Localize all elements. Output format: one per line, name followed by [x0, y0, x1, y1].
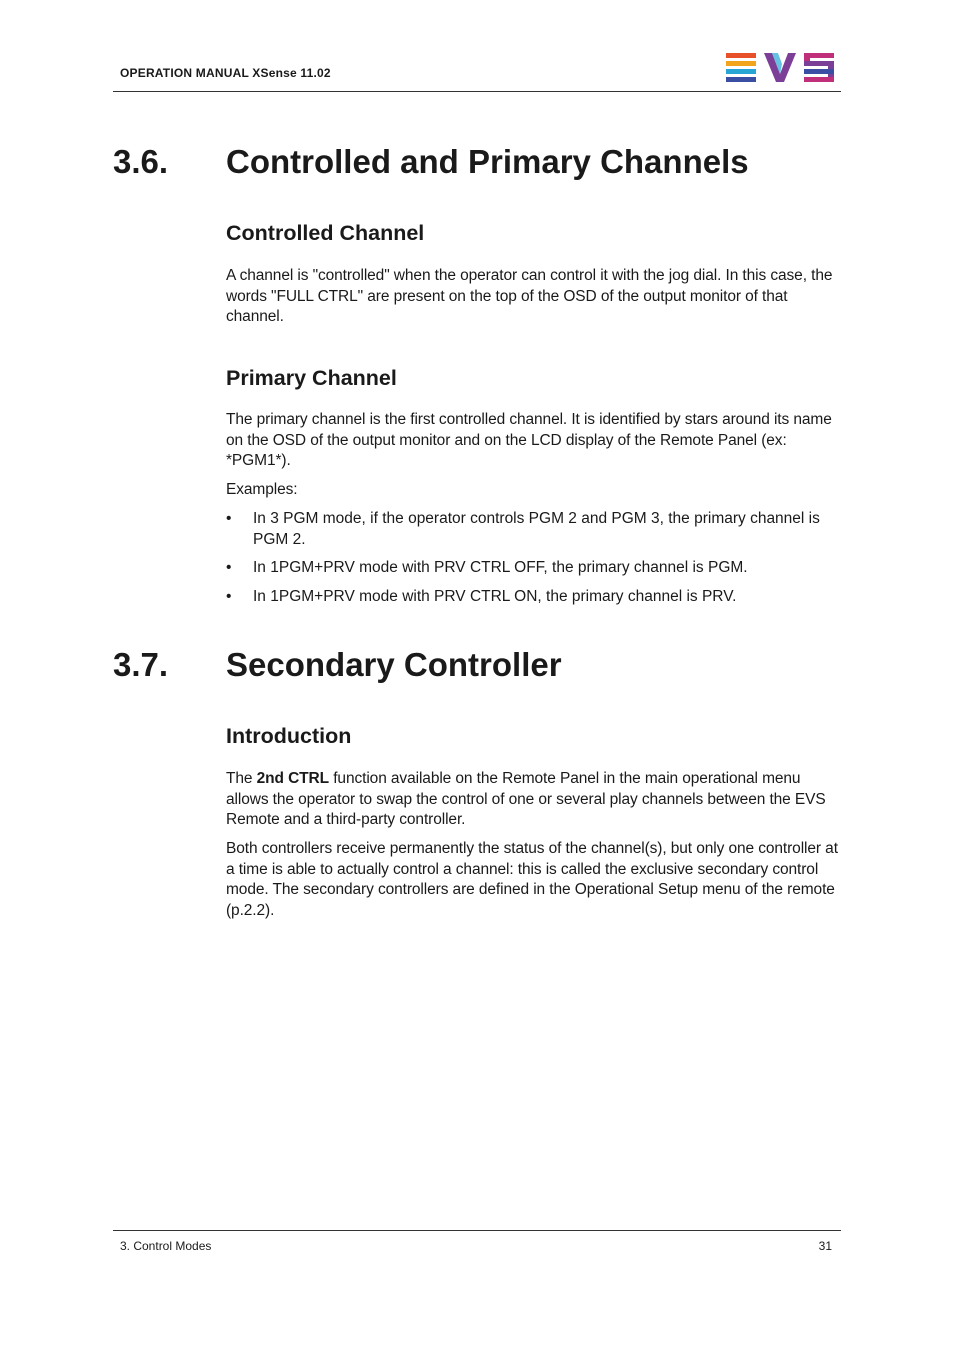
list-item-text: In 1PGM+PRV mode with PRV CTRL OFF, the primary channel is PGM. [253, 559, 748, 576]
primary-channel-text: The primary channel is the first controlled channel. It is identified by stars around its name on the OSD of the output monitor and on the LCD display of the Remote Panel (ex: *PGM1*). [226, 411, 832, 469]
introduction-heading: Introduction [226, 724, 352, 748]
page-number: 31 [818, 1239, 832, 1253]
list-item [226, 558, 841, 579]
primary-channel-heading: Primary Channel [226, 366, 397, 390]
page-header [113, 48, 841, 92]
examples-list [226, 509, 841, 615]
bullet-icon: • [226, 559, 232, 576]
bullet-icon: • [226, 587, 232, 605]
list-item [226, 509, 841, 550]
section-number: 3.6. [113, 143, 169, 180]
manual-title: OPERATION MANUAL XSense 11.02 [120, 66, 331, 80]
bullet-icon: • [226, 510, 232, 527]
list-item-text: In 1PGM+PRV mode with PRV CTRL ON, the primary channel is PRV. [253, 587, 737, 605]
section-title: Secondary Controller [226, 646, 562, 683]
controlled-channel-text: A channel is "controlled" when the operator can control it with the jog dial. In this case, the words "FULL CTRL" are present on the top of the OSD of the output monitor of that channel. [226, 267, 833, 325]
controlled-channel-heading: Controlled Channel [226, 221, 425, 245]
introduction-paragraph-1: The 2nd CTRL function available on the Remote Panel in the main operational menu allows the operator to swap the control of one or several play channels between the EVS Remote and a third-party controller. [226, 770, 826, 828]
evs-logo [726, 52, 834, 82]
section-number: 3.7. [113, 646, 169, 683]
introduction-paragraph-2: Both controllers receive permanently the status of the channel(s), but only one controller at a time is able to actually control a channel: this is called the exclusive secondary control mode. The secondary controllers are defined in the Operational Setup menu of the remote (p.2.2). [226, 840, 838, 919]
section-title: Controlled and Primary Channels [226, 143, 749, 180]
examples-label: Examples: [226, 481, 298, 498]
footer-chapter: 3. Control Modes [120, 1239, 212, 1253]
list-item-text: In 3 PGM mode, if the operator controls PGM 2 and PGM 3, the primary channel is PGM 2. [253, 510, 820, 548]
function-name: 2nd CTRL [256, 770, 330, 787]
list-item [226, 587, 841, 608]
page-footer [113, 1230, 841, 1257]
